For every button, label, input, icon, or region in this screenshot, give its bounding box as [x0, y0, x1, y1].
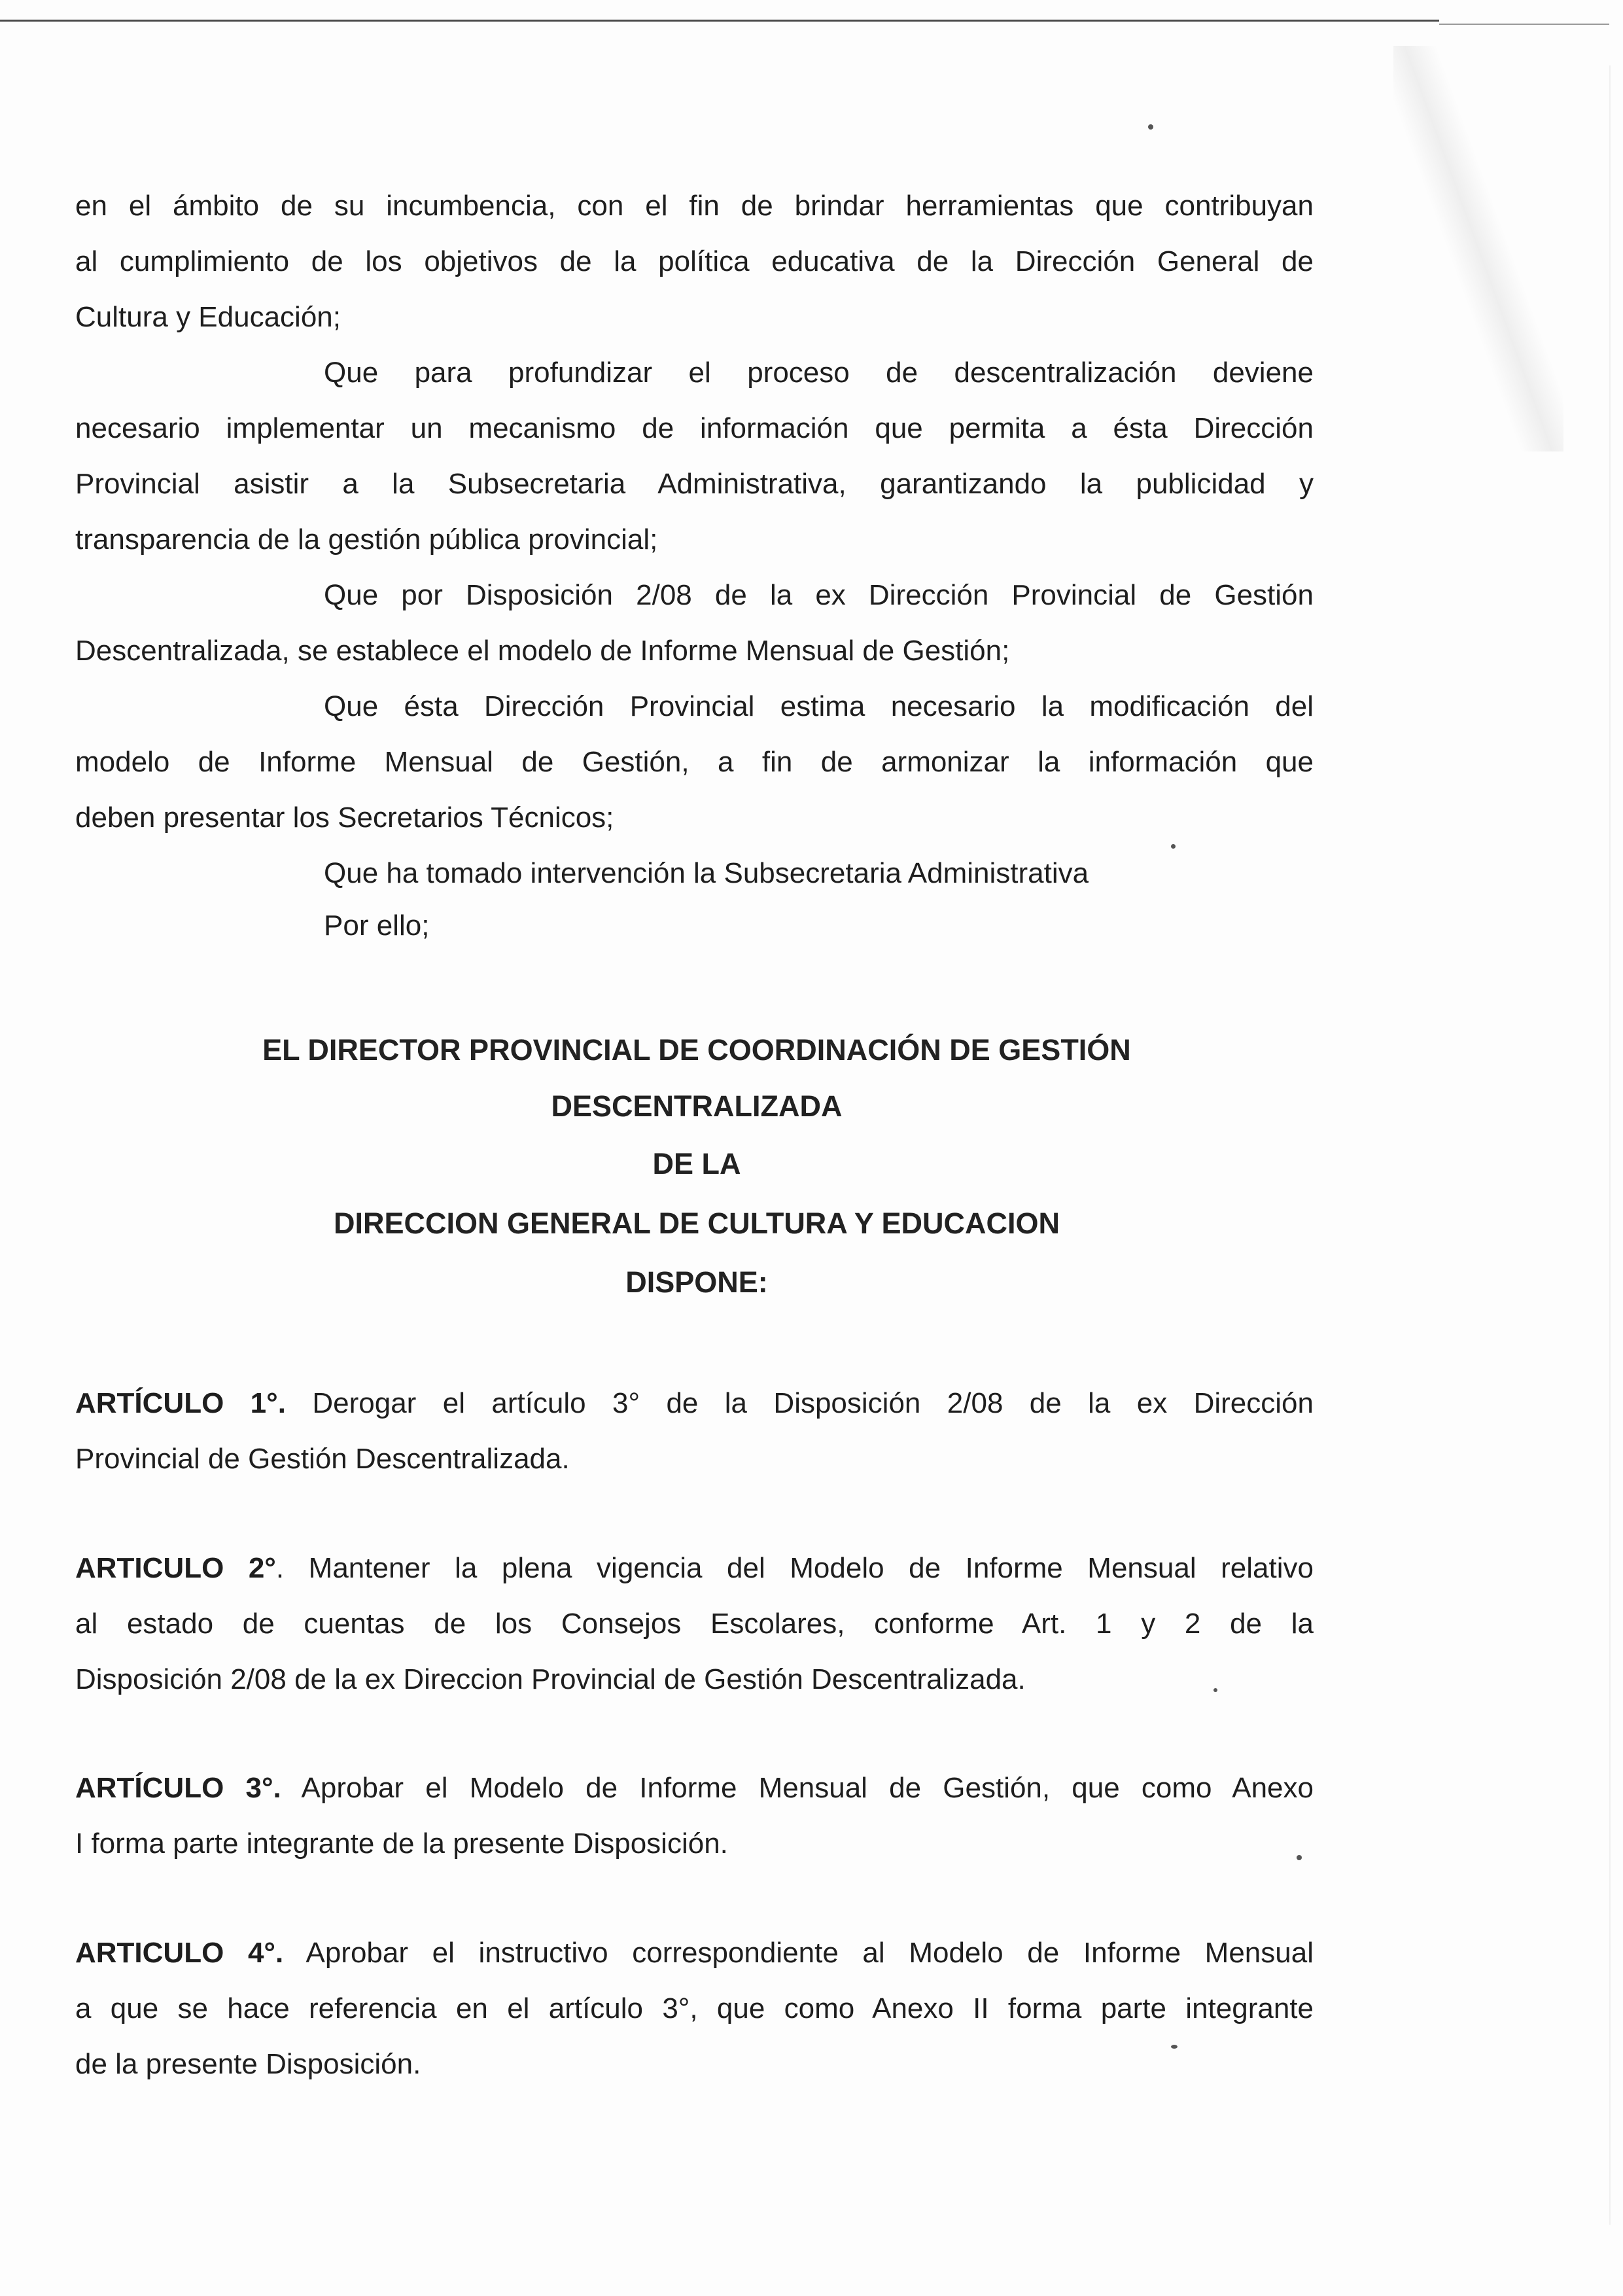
text-line: de la presente Disposición. [75, 2048, 421, 2080]
text-line: Provincial de Gestión Descentralizada. [75, 1443, 570, 1475]
article-label: ARTICULO 2° [75, 1552, 276, 1584]
article-text: Aprobar el Modelo de Informe Mensual de Gestión, que como Anexo [301, 1772, 1314, 1804]
heading-line: DIRECCION GENERAL DE CULTURA Y EDUCACION [333, 1207, 1060, 1240]
scan-speck [1148, 124, 1153, 130]
scan-speck [1213, 1688, 1217, 1692]
heading-line: DESCENTRALIZADA [551, 1089, 843, 1123]
scan-speck [1297, 1855, 1302, 1860]
article-text: . Mantener la plena vigencia del Modelo de Informe Mensual relativo [275, 1552, 1314, 1584]
heading-line: DISPONE: [625, 1265, 768, 1299]
text-line: Cultura y Educación; [75, 301, 341, 333]
text-line: I forma parte integrante de la presente Disposición. [75, 1828, 728, 1860]
text-line: Que ha tomado intervención la Subsecretaria Administrativa [324, 857, 1089, 889]
text-line: Descentralizada, se establece el modelo de Informe Mensual de Gestión; [75, 635, 1010, 667]
heading-line: EL DIRECTOR PROVINCIAL DE COORDINACIÓN DE GESTIÓN [262, 1033, 1131, 1067]
scan-border-line [1439, 24, 1609, 25]
article-text: Derogar el artículo 3° de la Disposición 2/08 de la ex Dirección [312, 1387, 1314, 1419]
text-line: a que se hace referencia en el artículo 3°, que como Anexo II forma parte integrante [75, 1992, 1314, 2024]
article-2 [75, 1540, 1314, 1596]
heading-line: DE LA [652, 1147, 741, 1180]
text-line: necesario implementar un mecanismo de información que permita a ésta Dirección [75, 412, 1314, 444]
article-label: ARTÍCULO 1°. [75, 1387, 286, 1419]
scan-edge [1609, 65, 1611, 2225]
text-line: Que para profundizar el proceso de descentralización deviene [324, 357, 1314, 389]
text-line: Que ésta Dirección Provincial estima necesario la modificación del [324, 690, 1314, 722]
text-line: deben presentar los Secretarios Técnicos; [75, 802, 614, 834]
scan-speck [1171, 844, 1176, 849]
article-label: ARTÍCULO 3°. [75, 1772, 281, 1804]
scan-border-line [0, 20, 1439, 22]
article-1 [75, 1375, 1314, 1431]
text-line: en el ámbito de su incumbencia, con el fin de brindar herramientas que contribuyan [75, 190, 1314, 222]
article-4 [75, 1925, 1314, 1981]
text-line: Disposición 2/08 de la ex Direccion Provincial de Gestión Descentralizada. [75, 1663, 1026, 1695]
scan-shadow [1393, 46, 1563, 451]
text-line: al cumplimiento de los objetivos de la política educativa de la Dirección General de [75, 245, 1314, 277]
article-text: Aprobar el instructivo correspondiente al Modelo de Informe Mensual [305, 1937, 1314, 1969]
article-3 [75, 1760, 1314, 1816]
text-line: al estado de cuentas de los Consejos Escolares, conforme Art. 1 y 2 de la [75, 1608, 1314, 1640]
text-line: Por ello; [324, 910, 430, 942]
text-line: Que por Disposición 2/08 de la ex Dirección Provincial de Gestión [324, 579, 1314, 611]
text-line: transparencia de la gestión pública provincial; [75, 523, 658, 556]
text-line: modelo de Informe Mensual de Gestión, a fin de armonizar la información que [75, 746, 1314, 778]
scan-speck [1171, 2045, 1178, 2049]
text-line: Provincial asistir a la Subsecretaria Administrativa, garantizando la publicidad y [75, 468, 1314, 500]
article-label: ARTICULO 4°. [75, 1937, 284, 1969]
